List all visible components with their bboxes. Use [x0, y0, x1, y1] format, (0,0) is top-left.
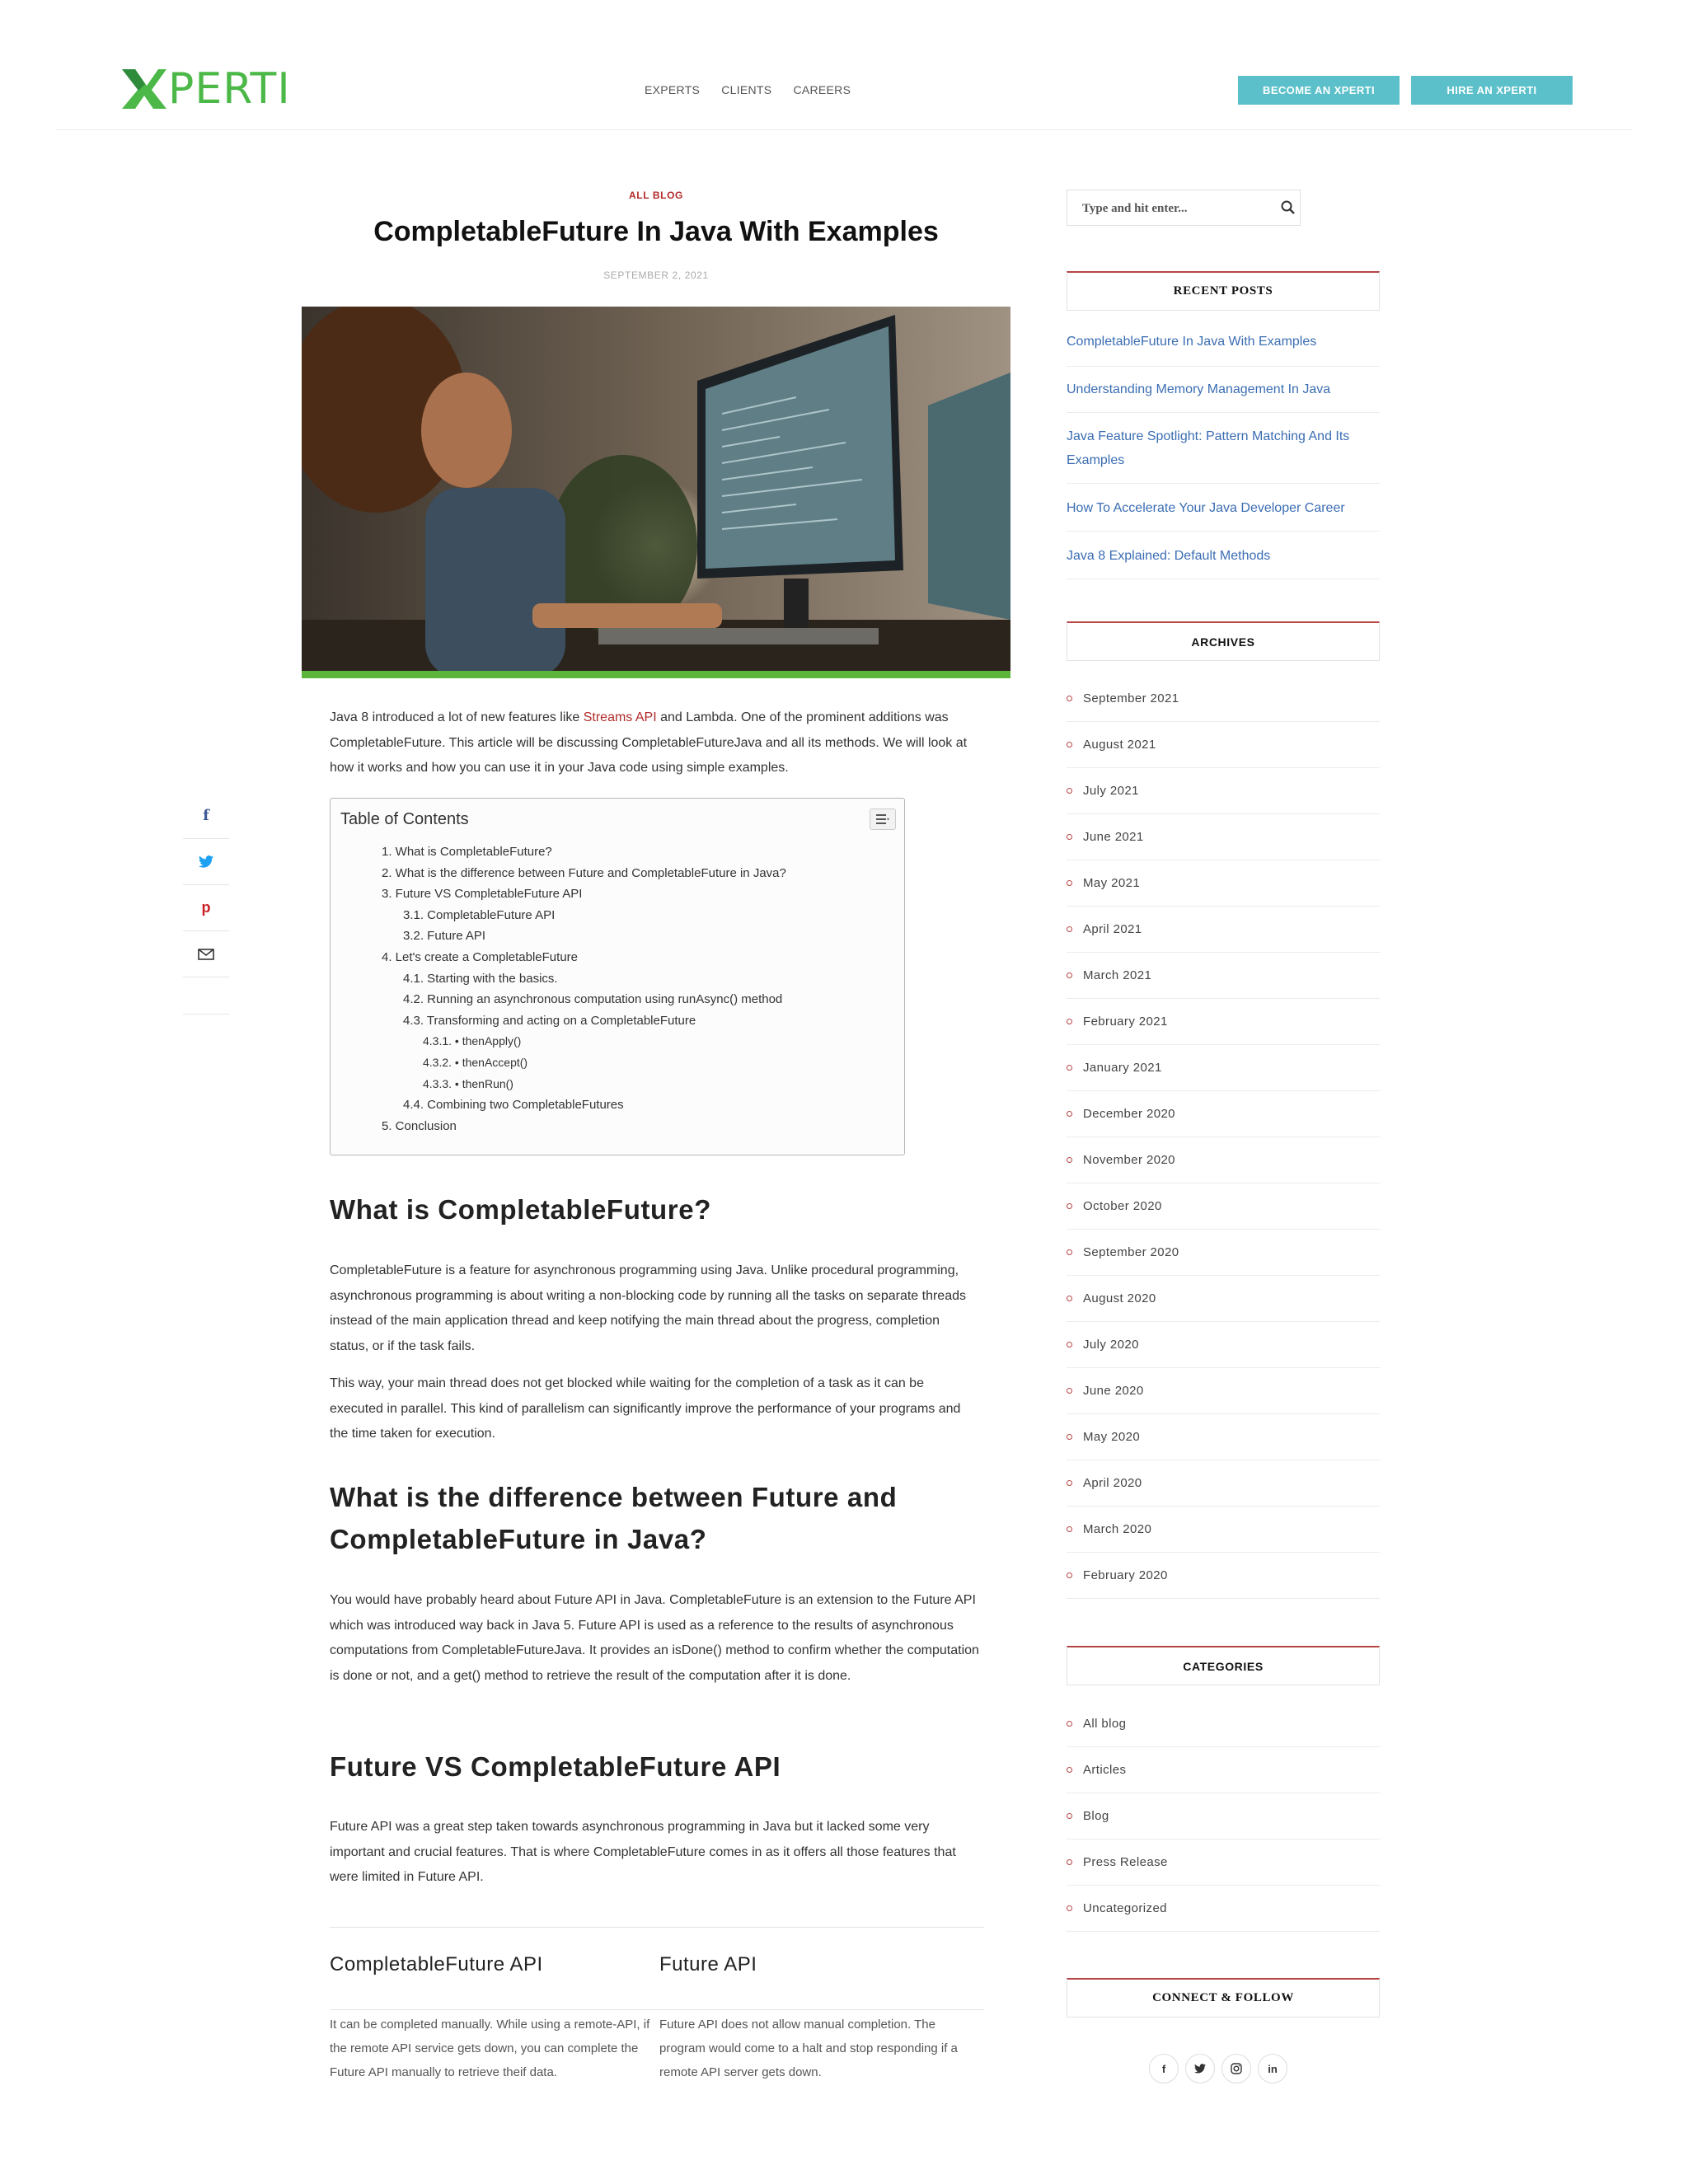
archive-item[interactable] — [1067, 1137, 1380, 1183]
paragraph-3: You would have probably heard about Future API in Java. CompletableFuture is an extension to the Future API which was introduced way back in Java 5. Future API is used as a reference to the results of asynchronous computations from CompletableFutureJava. It provides an isDone() method to confirm whether the computation is done or not, and a get() method to retrieve the result of the computation after it is done. — [330, 1593, 979, 1683]
archive-label: February 2020 — [1083, 1568, 1168, 1582]
nav-experts[interactable]: EXPERTS — [645, 83, 701, 96]
bullet-icon — [1067, 1813, 1072, 1819]
archive-item[interactable] — [1067, 1045, 1380, 1091]
paragraph-2: This way, your main thread does not get blocked while waiting for the completion of a task as it can be executed in parallel. This kind of parallelism can significantly improve the performance of your programs and the time taken for execution. — [330, 1376, 961, 1441]
archive-item[interactable] — [1067, 1091, 1380, 1137]
toc-item[interactable]: 4.4. Combining two CompletableFutures — [403, 1098, 624, 1113]
bullet-icon — [1067, 1480, 1072, 1486]
category-item[interactable] — [1067, 1886, 1380, 1932]
site-logo[interactable] — [122, 64, 291, 114]
heading-what-is: What is CompletableFuture? — [330, 1194, 711, 1225]
archive-label: May 2021 — [1083, 876, 1141, 890]
main-nav — [645, 83, 851, 96]
archive-item[interactable] — [1067, 1507, 1380, 1553]
hire-xperti-button[interactable]: HIRE AN XPERTI — [1411, 76, 1573, 105]
intro-paragraph — [330, 705, 981, 781]
bullet-icon — [1067, 1859, 1072, 1865]
bullet-icon — [1067, 788, 1072, 794]
toc-item[interactable]: 4.2. Running an asynchronous computation using runAsync() method — [403, 992, 783, 1007]
toc-item[interactable]: 4.1. Starting with the basics. — [403, 971, 558, 986]
table-of-contents — [330, 798, 905, 1155]
archive-item[interactable] — [1067, 953, 1380, 999]
bullet-icon — [1067, 1572, 1072, 1578]
instagram-icon[interactable] — [1221, 2054, 1251, 2083]
toc-item[interactable]: 3. Future VS CompletableFuture API — [382, 887, 583, 902]
archive-label: August 2020 — [1083, 1291, 1156, 1305]
article-category[interactable]: ALL BLOG — [629, 190, 683, 201]
bullet-icon — [1067, 1065, 1072, 1071]
paragraph-4: Future API was a great step taken towards asynchronous programming in Java but it lacked some very important and crucial features. That is where CompletableFuture comes in as it offers all those features that were limited in Future API. — [330, 1820, 956, 1885]
archive-item[interactable] — [1067, 1368, 1380, 1414]
archive-item[interactable] — [1067, 860, 1380, 907]
email-share-icon[interactable] — [183, 931, 229, 977]
twitter-icon[interactable] — [1185, 2054, 1215, 2083]
archive-item[interactable] — [1067, 999, 1380, 1045]
archives-title: ARCHIVES — [1067, 621, 1380, 661]
archive-label: April 2021 — [1083, 922, 1142, 936]
recent-post-3[interactable]: Java Feature Spotlight: Pattern Matching And Its Examples — [1067, 429, 1350, 467]
bullet-icon — [1067, 1388, 1072, 1394]
paragraph-1: CompletableFuture is a feature for asynchronous programming using Java. Unlike procedural programming, asynchronous programming is about writing a non-blocking code by running all the tasks on separate threads instead of the main application thread and keep notifying the main thread about the progress, completion status, or if the task fails. — [330, 1263, 966, 1353]
toc-item[interactable]: 4.3.1. • thenApply() — [423, 1034, 522, 1048]
search-input[interactable]: Type and hit enter... — [1082, 202, 1188, 215]
heading-difference: What is the difference between Future and CompletableFuture in Java? — [330, 1482, 898, 1554]
category-item[interactable] — [1067, 1840, 1380, 1886]
hero-accent-bar — [302, 671, 1010, 678]
archive-item[interactable] — [1067, 1322, 1380, 1368]
category-label: All blog — [1083, 1717, 1127, 1731]
bullet-icon — [1067, 880, 1072, 886]
toc-item[interactable]: 3.1. CompletableFuture API — [403, 907, 556, 922]
recent-separator — [1067, 531, 1380, 532]
bullet-icon — [1067, 1019, 1072, 1024]
archive-item[interactable] — [1067, 1230, 1380, 1276]
recent-post-4[interactable]: How To Accelerate Your Java Developer Career — [1067, 501, 1345, 515]
toc-toggle-button[interactable] — [870, 808, 896, 830]
site-header — [56, 0, 1632, 130]
toc-item[interactable]: 1. What is CompletableFuture? — [382, 845, 552, 859]
archive-label: April 2020 — [1083, 1476, 1142, 1490]
archive-label: September 2021 — [1083, 691, 1179, 705]
table-cell-completablefuture: It can be completed manually. While using a remote-API, if the remote API service gets down, you can complete the Future API manually to retrieve theif data. — [330, 2018, 650, 2079]
logo-x-icon — [122, 69, 166, 109]
archive-item[interactable] — [1067, 676, 1380, 722]
bullet-icon — [1067, 834, 1072, 840]
archive-label: July 2021 — [1083, 784, 1139, 798]
comparison-table-header-border — [330, 2009, 984, 2010]
archive-item[interactable] — [1067, 814, 1380, 860]
bullet-icon — [1067, 972, 1072, 978]
category-item[interactable] — [1067, 1701, 1380, 1747]
bullet-icon — [1067, 1721, 1072, 1727]
bullet-icon — [1067, 742, 1072, 748]
archive-label: March 2021 — [1083, 968, 1152, 982]
hero-image — [302, 307, 1010, 677]
bullet-icon — [1067, 1296, 1072, 1301]
facebook-icon[interactable]: f — [1149, 2054, 1179, 2083]
toc-item[interactable]: 4.3. Transforming and acting on a CompletableFuture — [403, 1013, 696, 1028]
archive-label: July 2020 — [1083, 1338, 1139, 1352]
toc-item[interactable]: 4.3.2. • thenAccept() — [423, 1055, 528, 1069]
streams-api-link[interactable]: Streams API — [583, 710, 657, 724]
category-label: Articles — [1083, 1763, 1127, 1777]
table-header-completablefuture: CompletableFuture API — [330, 1953, 543, 1975]
archive-label: September 2020 — [1083, 1245, 1179, 1259]
table-header-future: Future API — [659, 1953, 757, 1975]
search-icon[interactable] — [1280, 199, 1296, 216]
category-item[interactable] — [1067, 1793, 1380, 1840]
toc-item[interactable]: 5. Conclusion — [382, 1118, 457, 1133]
recent-post-5[interactable]: Java 8 Explained: Default Methods — [1067, 549, 1271, 563]
search-box[interactable] — [1067, 190, 1301, 226]
archive-item[interactable] — [1067, 1460, 1380, 1507]
article-title: CompletableFuture In Java With Examples — [373, 216, 939, 247]
facebook-share-icon[interactable]: f — [183, 793, 229, 839]
category-label: Uncategorized — [1083, 1901, 1167, 1915]
archive-item[interactable] — [1067, 1183, 1380, 1230]
bullet-icon — [1067, 1157, 1072, 1163]
heading-vs: Future VS CompletableFuture API — [330, 1751, 781, 1782]
archive-item[interactable] — [1067, 1276, 1380, 1322]
category-label: Press Release — [1083, 1855, 1168, 1869]
bullet-icon — [1067, 1111, 1072, 1117]
archive-item[interactable] — [1067, 1414, 1380, 1460]
share-divider — [183, 1014, 229, 1015]
archive-item[interactable] — [1067, 722, 1380, 768]
intro-text-a: Java 8 introduced a lot of new features like — [330, 710, 584, 724]
recent-posts-title: RECENT POSTS — [1067, 271, 1380, 311]
toc-title: Table of Contents — [340, 810, 469, 828]
nav-clients[interactable]: CLIENTS — [721, 83, 772, 96]
recent-separator — [1067, 412, 1380, 413]
linkedin-icon[interactable]: in — [1258, 2054, 1287, 2083]
pinterest-share-icon[interactable]: p — [183, 885, 229, 931]
archive-item[interactable] — [1067, 907, 1380, 953]
recent-separator — [1067, 483, 1380, 484]
share-bar — [183, 793, 229, 977]
archive-label: December 2020 — [1083, 1107, 1175, 1121]
toc-item[interactable]: 2. What is the difference between Future and CompletableFuture in Java? — [382, 865, 786, 880]
archive-item[interactable] — [1067, 1553, 1380, 1599]
toc-item[interactable]: 4. Let's create a CompletableFuture — [382, 949, 578, 964]
comparison-table-top-border — [330, 1927, 984, 1928]
archive-label: May 2020 — [1083, 1430, 1141, 1444]
logo-text: PERTI — [168, 64, 291, 114]
nav-careers[interactable]: CAREERS — [793, 83, 851, 96]
recent-post-2[interactable]: Understanding Memory Management In Java — [1067, 382, 1331, 396]
bullet-icon — [1067, 1905, 1072, 1911]
bullet-icon — [1067, 1203, 1072, 1209]
article-date: SEPTEMBER 2, 2021 — [603, 269, 709, 281]
categories-title: CATEGORIES — [1067, 1646, 1380, 1685]
table-cell-future: Future API does not allow manual completion. The program would come to a halt and stop responding if a remote API server gets down. — [659, 2018, 958, 2079]
archive-label: March 2020 — [1083, 1522, 1152, 1536]
bullet-icon — [1067, 1767, 1072, 1773]
toc-list — [331, 841, 904, 1137]
become-xperti-button[interactable]: BECOME AN XPERTI — [1238, 76, 1400, 105]
bullet-icon — [1067, 1526, 1072, 1532]
twitter-share-icon[interactable] — [183, 839, 229, 885]
bullet-icon — [1067, 1342, 1072, 1347]
toc-item[interactable]: 4.3.3. • thenRun() — [423, 1076, 513, 1090]
archive-label: August 2021 — [1083, 738, 1156, 752]
archive-item[interactable] — [1067, 768, 1380, 814]
connect-follow-title: CONNECT & FOLLOW — [1067, 1978, 1380, 2018]
archive-label: October 2020 — [1083, 1199, 1162, 1213]
toc-item[interactable]: 3.2. Future API — [403, 929, 486, 944]
archive-label: November 2020 — [1083, 1153, 1175, 1167]
category-label: Blog — [1083, 1809, 1109, 1823]
bullet-icon — [1067, 1249, 1072, 1255]
archive-label: February 2021 — [1083, 1015, 1168, 1029]
recent-separator — [1067, 366, 1380, 367]
archive-label: June 2021 — [1083, 830, 1144, 844]
archive-label: January 2021 — [1083, 1061, 1162, 1075]
intro-text-b: and Lambda. One of the prominent additions was CompletableFuture. This article will be discussing CompletableFutureJava and all its methods. We will look at how it works and how you can use it in your Java code using simple examples. — [330, 710, 968, 776]
bullet-icon — [1067, 1434, 1072, 1440]
bullet-icon — [1067, 696, 1072, 701]
bullet-icon — [1067, 926, 1072, 932]
recent-post-1[interactable]: CompletableFuture In Java With Examples — [1067, 335, 1317, 349]
archive-label: June 2020 — [1083, 1384, 1144, 1398]
category-item[interactable] — [1067, 1747, 1380, 1793]
